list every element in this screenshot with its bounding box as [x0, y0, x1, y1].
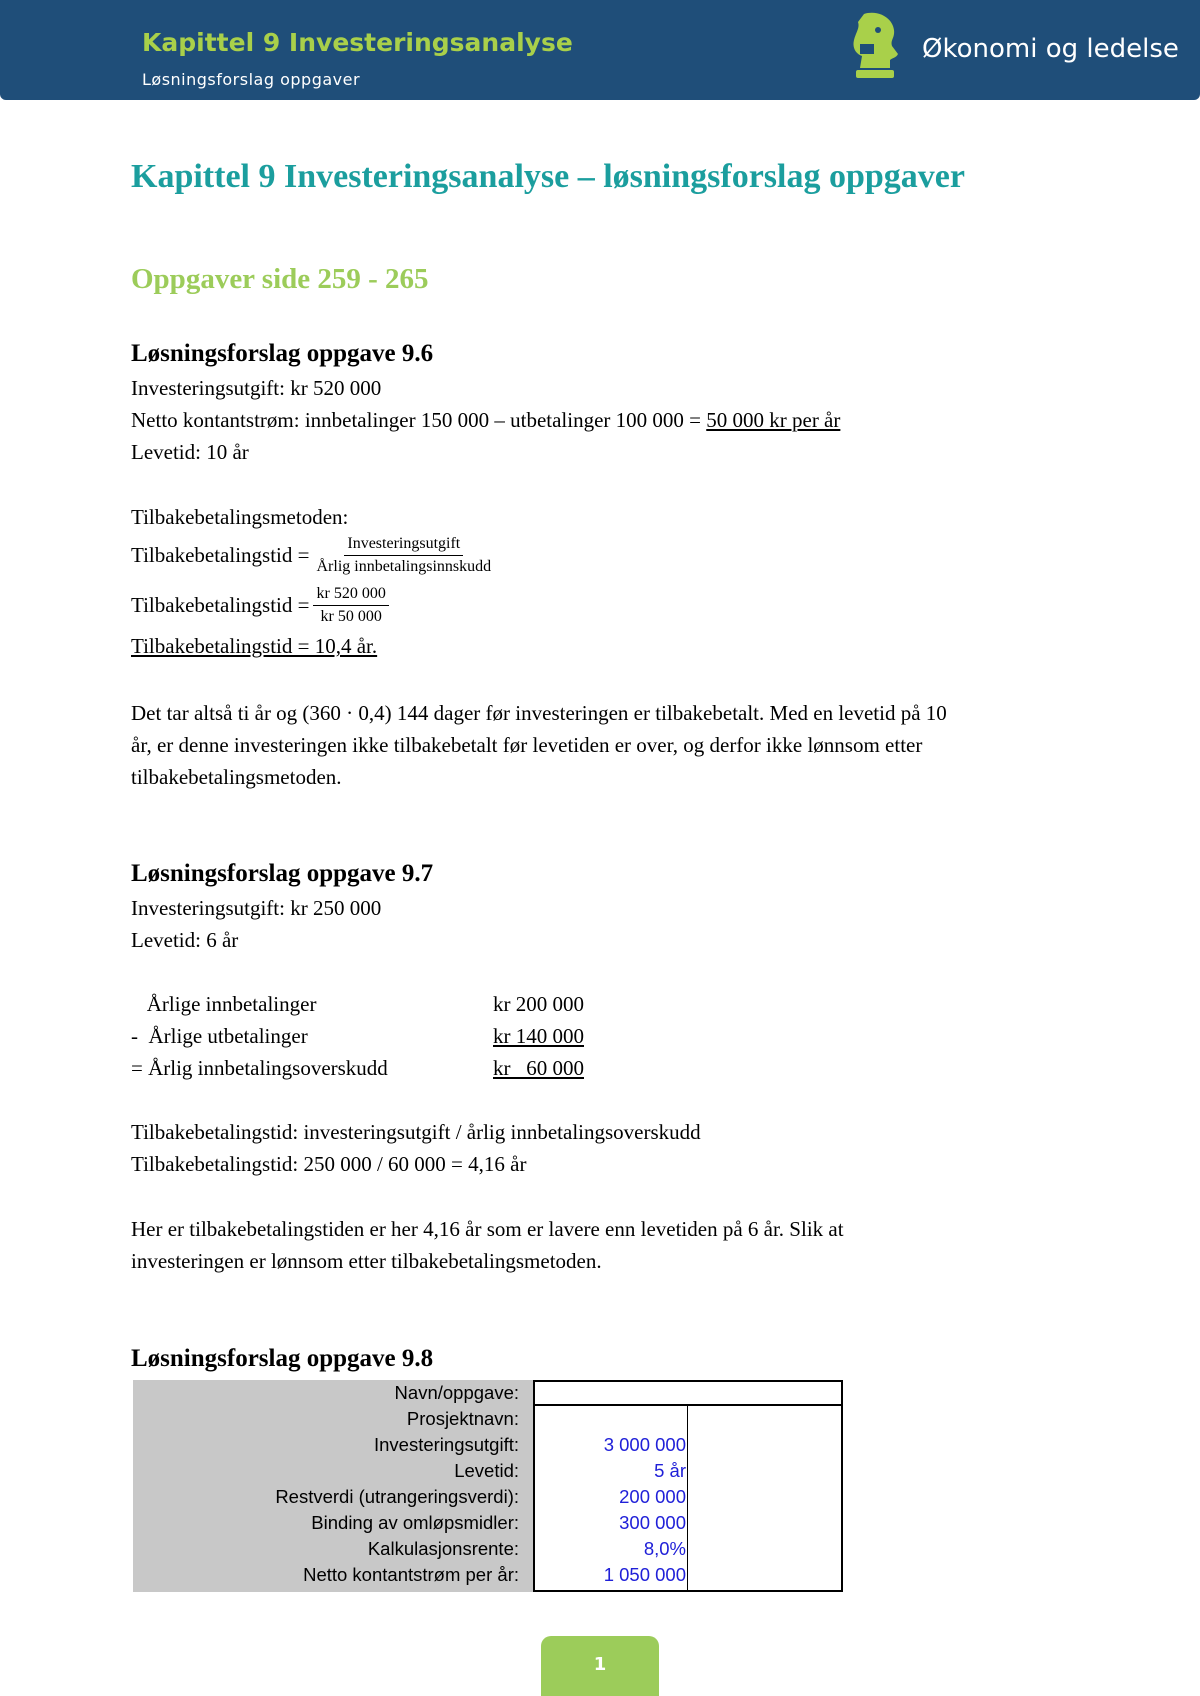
- document-title: Kapittel 9 Investeringsanalyse – løsningsforslag oppgaver: [131, 158, 965, 195]
- page-number-tab: [541, 1636, 659, 1696]
- calc-fraction: [313, 584, 388, 627]
- cashflow-row-value: kr 200 000: [493, 992, 584, 1016]
- table-border: [533, 1380, 535, 1592]
- table-row-label: Levetid:: [454, 1460, 519, 1481]
- task-9-7-calculation: Tilbakebetalingstid: 250 000 / 60 000 = 4,16 år: [131, 1152, 527, 1176]
- cashflow-row-label: = Årlig innbetalingsoverskudd: [131, 1056, 388, 1080]
- brand-name: Økonomi og ledelse: [922, 34, 1179, 64]
- task-9-7-paragraph-line: investeringen er lønnsom etter tilbakebetalingsmetoden.: [131, 1249, 602, 1273]
- section-title: Oppgaver side 259 - 265: [131, 263, 429, 295]
- table-cell-value[interactable]: 5 år: [654, 1460, 686, 1481]
- task-9-6-lifetime: Levetid: 10 år: [131, 440, 249, 464]
- formula-fraction: [313, 534, 494, 577]
- table-row-label: Prosjektnavn:: [406, 1408, 519, 1429]
- task-9-7-investment: Investeringsutgift: kr 250 000: [131, 896, 382, 920]
- table-border: [841, 1380, 843, 1592]
- task-9-8-heading: Løsningsforslag oppgave 9.8: [131, 1345, 434, 1372]
- calc-denominator: kr 50 000: [320, 608, 382, 625]
- task-9-6-paragraph-line: år, er denne investeringen ikke tilbakebetalt før levetiden er over, og derfor ikke lønnsom etter: [131, 733, 923, 757]
- knight-head-icon: [838, 10, 906, 80]
- task-9-7-formula: Tilbakebetalingstid: investeringsutgift / årlig innbetalingsoverskudd: [131, 1120, 701, 1144]
- task-9-6-method: Tilbakebetalingsmetoden:: [131, 505, 349, 529]
- table-cell-value[interactable]: 8,0%: [643, 1538, 686, 1559]
- table-cell-value[interactable]: 3 000 000: [603, 1434, 686, 1455]
- payback-calculation: [131, 584, 389, 627]
- task-9-6-result: Tilbakebetalingstid = 10,4 år.: [131, 634, 378, 658]
- payback-formula: [131, 534, 494, 577]
- header-subtitle: Løsningsforslag oppgaver: [142, 70, 361, 89]
- formula-denominator: Årlig innbetalingsinnskudd: [316, 558, 492, 575]
- cashflow-row-label: - Årlige utbetalinger: [131, 1024, 308, 1048]
- cashflow-row-value: kr 140 000: [493, 1024, 584, 1048]
- task-9-6-investment: Investeringsutgift: kr 520 000: [131, 376, 382, 400]
- formula-numerator: Investeringsutgift: [344, 534, 463, 556]
- cashflow-result: 50 000 kr per år: [706, 408, 841, 432]
- page-number: 1: [593, 1654, 607, 1675]
- table-border: [533, 1404, 843, 1406]
- cashflow-row-label: Årlige innbetalinger: [131, 992, 317, 1016]
- table-border: [533, 1380, 843, 1382]
- table-row-label: Navn/oppgave:: [394, 1382, 519, 1403]
- task-9-6-paragraph-line: Det tar altså ti år og (360 · 0,4) 144 dager før investeringen er tilbakebetalt. Med en levetid på 10: [131, 701, 947, 725]
- table-row-label: Investeringsutgift:: [374, 1434, 519, 1455]
- calc-numerator: kr 520 000: [313, 584, 388, 606]
- table-row-label: Binding av omløpsmidler:: [311, 1512, 519, 1533]
- formula-label: Tilbakebetalingstid =: [131, 543, 310, 567]
- task-9-7-paragraph-line: Her er tilbakebetalingstiden er her 4,16 år som er lavere enn levetiden på 6 år. Slik at: [131, 1217, 844, 1241]
- header-title: Kapittel 9 Investeringsanalyse: [142, 28, 573, 57]
- page-header: [0, 0, 1200, 100]
- calc-label: Tilbakebetalingstid =: [131, 593, 310, 617]
- table-row-label: Restverdi (utrangeringsverdi):: [275, 1486, 519, 1507]
- task-9-6-cashflow: [131, 408, 840, 433]
- task-9-6-heading: Løsningsforslag oppgave 9.6: [131, 340, 434, 367]
- task-9-6-paragraph-line: tilbakebetalingsmetoden.: [131, 765, 342, 789]
- table-row-label: Kalkulasjonsrente:: [367, 1538, 519, 1559]
- table-cell-value[interactable]: 1 050 000: [603, 1564, 686, 1585]
- table-row-label: Netto kontantstrøm per år:: [303, 1564, 519, 1585]
- table-border: [687, 1404, 688, 1592]
- table-cell-value[interactable]: 300 000: [619, 1512, 686, 1533]
- cashflow-prefix: Netto kontantstrøm: innbetalinger 150 000 – utbetalinger 100 000 =: [131, 408, 707, 432]
- task-9-7-heading: Løsningsforslag oppgave 9.7: [131, 860, 434, 887]
- table-border: [533, 1590, 843, 1592]
- table-cell-value[interactable]: 200 000: [619, 1486, 686, 1507]
- task-9-7-lifetime: Levetid: 6 år: [131, 928, 239, 952]
- cashflow-row-value: kr 60 000: [493, 1056, 584, 1080]
- investment-input-table: [133, 1380, 843, 1592]
